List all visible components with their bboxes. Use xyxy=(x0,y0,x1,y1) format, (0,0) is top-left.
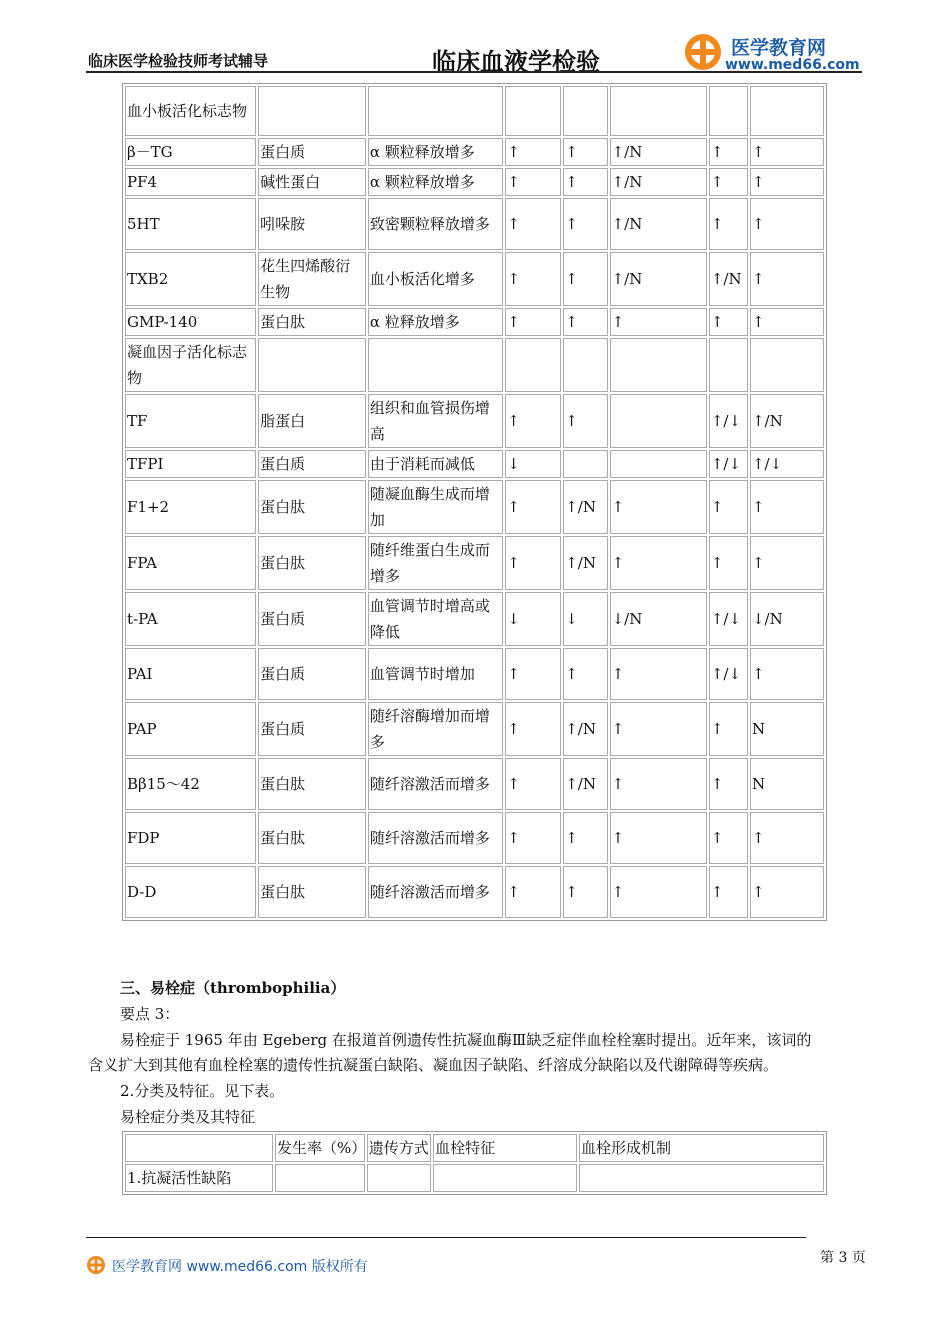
table-cell: N xyxy=(750,758,824,810)
table-cell: 致密颗粒释放增多 xyxy=(368,198,503,250)
table-cell: ↑ xyxy=(750,480,824,534)
table-cell: ↑/↓ xyxy=(709,450,748,478)
table-cell: ↑ xyxy=(750,812,824,864)
table-cell: ↑ xyxy=(563,648,607,700)
table-row xyxy=(125,758,824,810)
table-cell: 脂蛋白 xyxy=(258,394,366,448)
table-cell: α 颗粒释放增多 xyxy=(368,168,503,196)
table-cell: ↓ xyxy=(505,592,561,646)
table-row xyxy=(125,308,824,336)
table-cell: ↑ xyxy=(709,536,748,590)
table-cell: β－TG xyxy=(125,138,256,166)
table-cell: 随纤溶激活而增多 xyxy=(368,866,503,918)
table-cell: ↑/N xyxy=(563,536,607,590)
table-cell: ↑ xyxy=(610,702,707,756)
table-row xyxy=(125,592,824,646)
table-cell: ↑ xyxy=(610,480,707,534)
table-cell: ↑ xyxy=(505,812,561,864)
table-row xyxy=(125,198,824,250)
table-cell: GMP-140 xyxy=(125,308,256,336)
paragraph-line: 2.分类及特征。见下表。 xyxy=(120,1082,285,1100)
table-cell: 蛋白肽 xyxy=(258,812,366,864)
table-cell xyxy=(709,338,748,392)
table-cell: ↑ xyxy=(750,252,824,306)
page-title: 临床血液学检验 xyxy=(432,48,600,76)
table-cell: ↑ xyxy=(505,252,561,306)
table-cell xyxy=(750,86,824,136)
table-cell: 随纤溶激活而增多 xyxy=(368,758,503,810)
table-row xyxy=(125,1164,824,1192)
table-cell: ↑ xyxy=(610,536,707,590)
table-cell xyxy=(433,1164,577,1192)
table-cell xyxy=(610,86,707,136)
table-cell: t-PA xyxy=(125,592,256,646)
logo-url: www.med66.com xyxy=(725,57,860,73)
table-cell: ↑ xyxy=(505,866,561,918)
table-cell: 随纤溶激活而增多 xyxy=(368,812,503,864)
table-cell: ↑ xyxy=(505,138,561,166)
table-cell xyxy=(368,86,503,136)
table-cell: ↑/↓ xyxy=(709,648,748,700)
table-cell: ↑ xyxy=(505,198,561,250)
table-cell: 随纤溶酶增加而增多 xyxy=(368,702,503,756)
table-cell: ↓ xyxy=(563,592,607,646)
table-cell: ↑ xyxy=(610,866,707,918)
table-cell: ↑ xyxy=(505,758,561,810)
table-cell: 蛋白质 xyxy=(258,138,366,166)
table-cell: ↑ xyxy=(563,252,607,306)
logo-icon xyxy=(683,32,723,72)
table-cell: ↑ xyxy=(505,648,561,700)
table-cell: 蛋白质 xyxy=(258,702,366,756)
table-cell: ↑ xyxy=(505,536,561,590)
header-subtitle: 临床医学检验技师考试辅导 xyxy=(88,52,269,70)
table-cell: 凝血因子活化标志物 xyxy=(125,338,256,392)
table-row xyxy=(125,480,824,534)
page-number: 第 3 页 xyxy=(820,1250,866,1266)
table-cell: 1.抗凝活性缺陷 xyxy=(125,1164,273,1192)
table-row xyxy=(125,866,824,918)
table-cell: 蛋白肽 xyxy=(258,480,366,534)
table-cell: 蛋白质 xyxy=(258,592,366,646)
table-row xyxy=(125,450,824,478)
table-cell: N xyxy=(750,702,824,756)
table-cell: ↑ xyxy=(563,308,607,336)
table-cell: 碱性蛋白 xyxy=(258,168,366,196)
table-cell: ↑ xyxy=(709,168,748,196)
paragraph-line: 易栓症于 1965 年由 Egeberg 在报道首例遗传性抗凝血酶Ⅲ缺乏症伴血栓栓塞时提出。近年来，该词的 xyxy=(120,1031,812,1049)
table-cell: 血管调节时增高或降低 xyxy=(368,592,503,646)
section-title: 三、易栓症（thrombophilia） xyxy=(120,979,346,997)
table-cell xyxy=(709,86,748,136)
table-cell: ↑ xyxy=(750,536,824,590)
table-cell xyxy=(563,86,607,136)
table-cell xyxy=(750,338,824,392)
table-cell: TF xyxy=(125,394,256,448)
table-cell: ↑/N xyxy=(563,480,607,534)
table-cell: TXB2 xyxy=(125,252,256,306)
table-caption: 易栓症分类及其特征 xyxy=(120,1108,256,1126)
table-cell xyxy=(258,86,366,136)
table-cell: ↑/↓ xyxy=(709,592,748,646)
table-cell: 随凝血酶生成而增加 xyxy=(368,480,503,534)
table-cell: 由于消耗而减低 xyxy=(368,450,503,478)
table-cell xyxy=(610,338,707,392)
footer-copyright: 医学教育网 www.med66.com 版权所有 xyxy=(112,1259,368,1275)
table-cell: 蛋白肽 xyxy=(258,758,366,810)
table-cell: TFPI xyxy=(125,450,256,478)
table-cell: 血小板活化增多 xyxy=(368,252,503,306)
key-point-label: 要点 3： xyxy=(120,1005,180,1023)
site-logo[interactable] xyxy=(683,30,868,76)
table-row xyxy=(125,252,824,306)
table-cell: 5HT xyxy=(125,198,256,250)
table-cell: ↑ xyxy=(505,480,561,534)
header-divider xyxy=(86,71,862,73)
table-row xyxy=(125,86,824,136)
table-cell: 蛋白肽 xyxy=(258,536,366,590)
table-cell: ↓ xyxy=(505,450,561,478)
table-cell: ↑/N xyxy=(709,252,748,306)
table-cell xyxy=(367,1164,431,1192)
table-cell: ↑ xyxy=(750,308,824,336)
table-cell: 血小板活化标志物 xyxy=(125,86,256,136)
table-cell: ↑ xyxy=(563,198,607,250)
table-cell: PAI xyxy=(125,648,256,700)
marker-table xyxy=(122,83,827,921)
table-row xyxy=(125,394,824,448)
column-header: 血栓特征 xyxy=(433,1134,577,1162)
table-cell: ↑ xyxy=(563,138,607,166)
table-cell xyxy=(610,394,707,448)
table-cell: ↑/N xyxy=(610,168,707,196)
table-cell: ↑/N xyxy=(610,138,707,166)
table-cell: ↑ xyxy=(610,648,707,700)
table-cell xyxy=(563,450,607,478)
table-cell: ↑ xyxy=(563,168,607,196)
table-row xyxy=(125,168,824,196)
table-cell: ↑/N xyxy=(610,198,707,250)
table-cell: 血管调节时增加 xyxy=(368,648,503,700)
table-row xyxy=(125,702,824,756)
table-header-row xyxy=(125,1134,824,1162)
thrombophilia-table xyxy=(122,1131,827,1195)
table-cell: Bβ15～42 xyxy=(125,758,256,810)
table-cell xyxy=(258,338,366,392)
table-cell xyxy=(579,1164,824,1192)
table-cell: ↑/↓ xyxy=(709,394,748,448)
table-cell: 吲哚胺 xyxy=(258,198,366,250)
table-cell: α 粒释放增多 xyxy=(368,308,503,336)
table-cell: 花生四烯酸衍生物 xyxy=(258,252,366,306)
table-cell: α 颗粒释放增多 xyxy=(368,138,503,166)
table-cell: ↑ xyxy=(709,308,748,336)
table-cell: ↑ xyxy=(563,394,607,448)
table-row xyxy=(125,536,824,590)
table-cell: ↑ xyxy=(610,308,707,336)
table-cell xyxy=(505,86,561,136)
column-header xyxy=(125,1134,273,1162)
table-cell: PAP xyxy=(125,702,256,756)
table-cell: PF4 xyxy=(125,168,256,196)
table-cell: ↑ xyxy=(709,702,748,756)
table-row xyxy=(125,812,824,864)
table-cell: ↑ xyxy=(505,168,561,196)
table-cell: ↑/N xyxy=(563,758,607,810)
table-cell: FPA xyxy=(125,536,256,590)
table-cell: ↑/↓ xyxy=(750,450,824,478)
table-cell: 随纤维蛋白生成而增多 xyxy=(368,536,503,590)
table-cell: ↑ xyxy=(750,648,824,700)
table-cell: D-D xyxy=(125,866,256,918)
table-cell: ↑ xyxy=(505,394,561,448)
table-cell xyxy=(563,338,607,392)
table-cell xyxy=(610,450,707,478)
column-header: 血栓形成机制 xyxy=(579,1134,824,1162)
table-cell: ↑ xyxy=(563,866,607,918)
paragraph-line: 含义扩大到其他有血栓栓塞的遗传性抗凝蛋白缺陷、凝血因子缺陷、纤溶成分缺陷以及代谢障碍等疾病。 xyxy=(88,1056,779,1074)
table-cell: ↑ xyxy=(709,758,748,810)
table-cell: ↑ xyxy=(750,138,824,166)
table-cell: 蛋白肽 xyxy=(258,866,366,918)
table-cell: 组织和血管损伤增高 xyxy=(368,394,503,448)
table-cell xyxy=(275,1164,365,1192)
table-cell: ↑ xyxy=(750,168,824,196)
table-cell: 蛋白质 xyxy=(258,648,366,700)
column-header: 发生率（%） xyxy=(275,1134,365,1162)
table-cell: ↑ xyxy=(709,480,748,534)
table-cell: ↑ xyxy=(563,812,607,864)
table-row xyxy=(125,138,824,166)
table-cell: ↑ xyxy=(750,198,824,250)
table-cell: ↓/N xyxy=(610,592,707,646)
table-cell: ↑ xyxy=(709,138,748,166)
table-cell: ↑ xyxy=(610,812,707,864)
table-cell: ↑/N xyxy=(750,394,824,448)
table-cell: 蛋白肽 xyxy=(258,308,366,336)
table-row xyxy=(125,648,824,700)
table-cell: ↑/N xyxy=(610,252,707,306)
table-cell: ↑ xyxy=(709,866,748,918)
table-row xyxy=(125,338,824,392)
table-cell: ↑ xyxy=(709,812,748,864)
table-cell: ↑ xyxy=(750,866,824,918)
table-cell: FDP xyxy=(125,812,256,864)
table-cell: ↓/N xyxy=(750,592,824,646)
table-cell: ↑ xyxy=(505,308,561,336)
column-header: 遗传方式 xyxy=(367,1134,431,1162)
footer-logo-icon xyxy=(86,1255,106,1275)
table-cell xyxy=(368,338,503,392)
table-cell: ↑ xyxy=(610,758,707,810)
footer-divider xyxy=(86,1237,806,1238)
table-cell: ↑ xyxy=(709,198,748,250)
table-cell: F1+2 xyxy=(125,480,256,534)
table-cell xyxy=(505,338,561,392)
logo-name: 医学教育网 xyxy=(731,37,827,59)
table-cell: ↑/N xyxy=(563,702,607,756)
table-cell: ↑ xyxy=(505,702,561,756)
table-cell: 蛋白质 xyxy=(258,450,366,478)
